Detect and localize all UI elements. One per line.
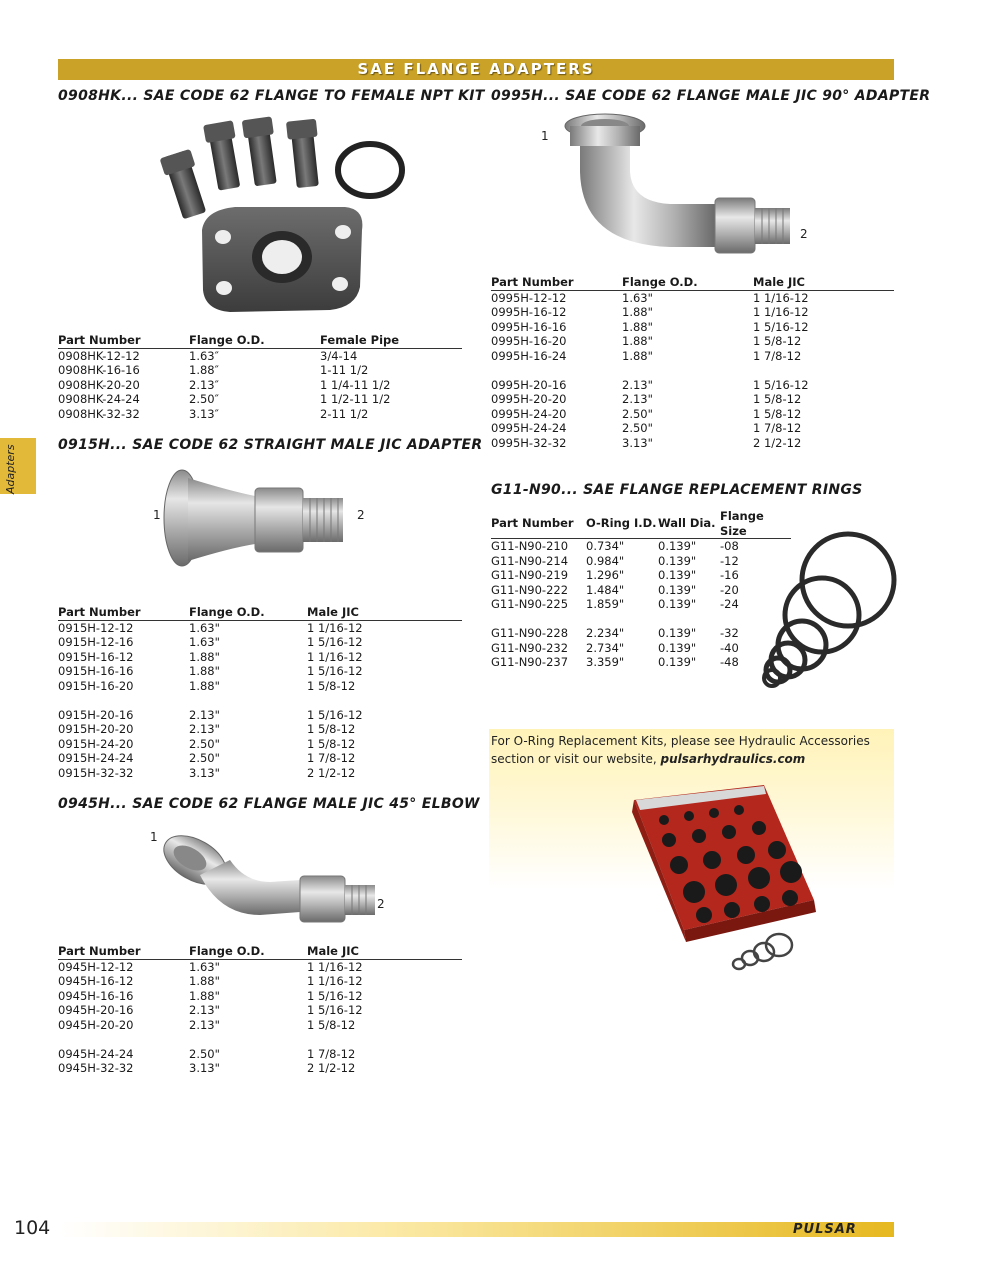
- callout-2: 2: [800, 227, 808, 241]
- callout-2: 2: [377, 897, 385, 911]
- cell: 0.139": [658, 582, 697, 597]
- cell: 0.734": [586, 539, 625, 553]
- cell: 2.50″: [189, 392, 219, 406]
- table-row: [491, 305, 894, 320]
- cell: 1.296": [586, 568, 625, 582]
- cell: 2.13": [189, 1017, 220, 1032]
- cell: 0915H-20-20: [58, 722, 134, 736]
- section-title-g11-n90: G11-N90... SAE FLANGE REPLACEMENT RINGS: [491, 482, 863, 498]
- table-row: [491, 378, 894, 393]
- cell: 1.88": [189, 974, 220, 988]
- cell: 1 5/16-12: [307, 1003, 363, 1017]
- cell: -32: [720, 626, 739, 640]
- cell: 0995H-12-12: [491, 290, 567, 305]
- cell: 0.139": [658, 626, 697, 640]
- callout-1: 1: [541, 129, 549, 143]
- cell: 0915H-24-20: [58, 736, 134, 751]
- cell: 0908HK-20-20: [58, 377, 140, 392]
- row-gap: [491, 612, 791, 627]
- cell: 1 5/16-12: [753, 319, 809, 334]
- cell: 1.88": [622, 305, 653, 319]
- table-row: [58, 650, 462, 665]
- cell: 0995H-16-20: [491, 334, 567, 348]
- table-0915h: [58, 605, 462, 780]
- cell: 1.88": [189, 664, 220, 678]
- cell: 0915H-16-16: [58, 664, 134, 678]
- table-row: [58, 348, 462, 363]
- table-row: [58, 378, 462, 393]
- website-link[interactable]: pulsarhydraulics.com: [660, 752, 806, 766]
- col-flange-size: Flange Size: [720, 509, 791, 539]
- cell: 0915H-32-32: [58, 765, 134, 780]
- table-row: [491, 407, 894, 422]
- table-row: [58, 766, 462, 781]
- cell: 2.50": [189, 736, 220, 751]
- cell: 2.50": [622, 421, 653, 435]
- cell: -40: [720, 640, 739, 655]
- cell: 1.88": [189, 678, 220, 693]
- col-oring-id: O-Ring I.D.: [586, 509, 658, 539]
- cell: 1 7/8-12: [753, 421, 802, 435]
- table-row: [58, 1018, 462, 1033]
- cell: 1.88″: [189, 363, 219, 377]
- cell: 2 1/2-12: [753, 435, 802, 450]
- cell: 2.50": [189, 751, 220, 765]
- row-gap: [58, 1032, 462, 1047]
- cell: 0995H-24-20: [491, 406, 567, 421]
- cell: 1.63": [622, 290, 653, 305]
- cell: 1 1/16-12: [753, 290, 809, 305]
- cell: 2.13": [622, 392, 653, 406]
- flange-kit-image: [150, 112, 420, 327]
- cell: -08: [720, 539, 739, 553]
- table-row: [491, 626, 791, 641]
- cell: 0908HK-32-32: [58, 406, 140, 421]
- cell: 1.63″: [189, 348, 219, 363]
- col-flange-od: Flange O.D.: [189, 333, 320, 348]
- table-row: [58, 751, 462, 766]
- cell: 0915H-12-16: [58, 635, 134, 649]
- cell: 0945H-24-24: [58, 1046, 134, 1061]
- cell: 1 1/16-12: [307, 959, 363, 974]
- page-title: SAE FLANGE ADAPTERS: [357, 60, 595, 78]
- table-row: [491, 290, 894, 305]
- col-flange-od: Flange O.D.: [622, 275, 753, 290]
- table-row: [491, 583, 791, 598]
- col-male-jic: Male JIC: [307, 944, 462, 959]
- cell: 0945H-12-12: [58, 959, 134, 974]
- o-rings-image: [750, 520, 900, 700]
- cell: 0945H-20-16: [58, 1003, 134, 1017]
- col-part-number: Part Number: [58, 333, 189, 348]
- cell: 2.50": [189, 1046, 220, 1061]
- cell: 3.13": [622, 435, 653, 450]
- cell: 0995H-32-32: [491, 435, 567, 450]
- cell: 3/4-14: [320, 348, 358, 363]
- cell: 0908HK-16-16: [58, 363, 140, 377]
- straight-adapter-image: [160, 466, 360, 576]
- cell: 0908HK-12-12: [58, 348, 140, 363]
- table-row: [58, 635, 462, 650]
- cell: G11-N90-232: [491, 640, 569, 655]
- cell: 1 5/8-12: [307, 736, 356, 751]
- callout-2: 2: [357, 508, 365, 522]
- cell: G11-N90-237: [491, 655, 569, 669]
- cell: 2.50": [622, 406, 653, 421]
- cell: 1 5/16-12: [307, 664, 363, 678]
- table-row: [58, 1047, 462, 1062]
- col-wall-dia: Wall Dia.: [658, 509, 720, 539]
- cell: 0995H-16-24: [491, 348, 567, 363]
- cell: 0945H-16-12: [58, 974, 134, 988]
- table-row: [58, 722, 462, 737]
- section-title-0945h: 0945H... SAE CODE 62 FLANGE MALE JIC 45° ELBOW: [58, 796, 480, 812]
- note-text: For O-Ring Replacement Kits, please see Hydraulic Accessories section or visit our website,: [491, 734, 870, 766]
- cell: 1 5/16-12: [753, 377, 809, 392]
- table-g11-n90: [491, 509, 791, 670]
- cell: 1.859": [586, 597, 625, 611]
- cell: 1.63": [189, 635, 220, 649]
- cell: 2.234": [586, 626, 625, 640]
- cell: 1 5/8-12: [307, 722, 356, 736]
- cell: 2.13": [622, 377, 653, 392]
- table-row: [491, 597, 791, 612]
- cell: 2.13": [189, 722, 220, 736]
- cell: -16: [720, 568, 739, 582]
- cell: 0.139": [658, 655, 697, 669]
- side-tab-label: Adapters: [4, 444, 17, 494]
- cell: 0995H-16-16: [491, 319, 567, 334]
- brand-logo: PULSAR: [793, 1222, 857, 1237]
- table-row: [491, 334, 894, 349]
- section-title-0995h: 0995H... SAE CODE 62 FLANGE MALE JIC 90° ADAPTER: [491, 88, 931, 104]
- table-row: [58, 392, 462, 407]
- cell: 2.734": [586, 640, 625, 655]
- cell: 1 5/8-12: [753, 334, 802, 348]
- cell: 1 1/4-11 1/2: [320, 377, 391, 392]
- table-row: [491, 436, 894, 451]
- cell: 1.88": [622, 319, 653, 334]
- table-row: [491, 554, 791, 569]
- callout-1: 1: [150, 830, 158, 844]
- cell: 3.359": [586, 655, 625, 669]
- cell: 0915H-16-12: [58, 649, 134, 664]
- cell: 0945H-32-32: [58, 1061, 134, 1075]
- cell: 2 1/2-12: [307, 1061, 356, 1075]
- cell: 0915H-24-24: [58, 751, 134, 765]
- oring-kit-note: [491, 732, 896, 768]
- col-flange-od: Flange O.D.: [189, 605, 307, 620]
- oring-kit-case-image: [614, 780, 824, 980]
- cell: 2.13″: [189, 377, 219, 392]
- cell: 3.13": [189, 1061, 220, 1075]
- cell: 1 5/16-12: [307, 635, 363, 649]
- cell: 1 5/8-12: [307, 678, 356, 693]
- cell: 2 1/2-12: [307, 765, 356, 780]
- cell: 0908HK-24-24: [58, 392, 140, 406]
- cell: 1.63": [189, 959, 220, 974]
- cell: 0945H-20-20: [58, 1017, 134, 1032]
- table-row: [58, 959, 462, 974]
- table-row: [491, 421, 894, 436]
- cell: 1 5/16-12: [307, 988, 363, 1003]
- cell: -20: [720, 582, 739, 597]
- col-male-jic: Male JIC: [307, 605, 462, 620]
- section-title-0915h: 0915H... SAE CODE 62 STRAIGHT MALE JIC ADAPTER: [58, 437, 483, 453]
- cell: 3.13″: [189, 406, 219, 421]
- table-0995h: [491, 275, 894, 450]
- cell: 1 5/8-12: [753, 392, 802, 406]
- table-row: [491, 320, 894, 335]
- cell: 2.13": [189, 707, 220, 722]
- cell: G11-N90-214: [491, 553, 569, 568]
- footer-bar: [60, 1222, 894, 1237]
- cell: 1 1/16-12: [307, 649, 363, 664]
- page-number: 104: [14, 1217, 51, 1239]
- cell: 1-11 1/2: [320, 363, 369, 377]
- cell: 1.88": [189, 988, 220, 1003]
- row-gap: [491, 363, 894, 378]
- cell: 1 1/16-12: [753, 305, 809, 319]
- col-part-number: Part Number: [58, 605, 189, 620]
- cell: 1 5/8-12: [753, 406, 802, 421]
- table-row: [491, 641, 791, 656]
- table-row: [58, 407, 462, 422]
- section-title-0908hk: 0908HK... SAE CODE 62 FLANGE TO FEMALE NPT KIT: [58, 88, 485, 104]
- cell: 0.139": [658, 597, 697, 611]
- cell: 1 1/16-12: [307, 620, 363, 635]
- table-0908hk: [58, 333, 462, 421]
- table-row: [491, 392, 894, 407]
- table-row: [58, 708, 462, 723]
- cell: 0.139": [658, 539, 697, 553]
- cell: -24: [720, 597, 739, 611]
- cell: -12: [720, 553, 739, 568]
- cell: G11-N90-225: [491, 597, 569, 611]
- table-row: [58, 363, 462, 378]
- table-row: [58, 664, 462, 679]
- table-0945h: [58, 944, 462, 1076]
- col-part-number: Part Number: [491, 509, 586, 539]
- cell: 3.13": [189, 765, 220, 780]
- elbow-45-image: [160, 830, 380, 935]
- cell: 0.139": [658, 568, 697, 582]
- table-row: [58, 1061, 462, 1076]
- col-male-jic: Male JIC: [753, 275, 894, 290]
- table-row: [491, 349, 894, 364]
- cell: 0945H-16-16: [58, 988, 134, 1003]
- table-row: [491, 655, 791, 670]
- cell: 0915H-16-20: [58, 678, 134, 693]
- table-row: [491, 539, 791, 554]
- table-row: [58, 737, 462, 752]
- cell: G11-N90-222: [491, 582, 569, 597]
- cell: 2.13": [189, 1003, 220, 1017]
- col-flange-od: Flange O.D.: [189, 944, 307, 959]
- cell: 1 1/16-12: [307, 974, 363, 988]
- cell: 0.139": [658, 553, 697, 568]
- cell: 0.984": [586, 553, 625, 568]
- cell: 1 5/8-12: [307, 1017, 356, 1032]
- cell: 0.139": [658, 640, 697, 655]
- col-part-number: Part Number: [491, 275, 622, 290]
- cell: 1 7/8-12: [753, 348, 802, 363]
- cell: 1.484": [586, 582, 625, 597]
- cell: 0995H-16-12: [491, 305, 567, 319]
- table-row: [58, 679, 462, 694]
- cell: 1.88": [622, 334, 653, 348]
- cell: G11-N90-219: [491, 568, 569, 582]
- cell: 0915H-12-12: [58, 620, 134, 635]
- cell: 2-11 1/2: [320, 406, 369, 421]
- table-row: [58, 989, 462, 1004]
- cell: 1 7/8-12: [307, 1046, 356, 1061]
- cell: 1.88": [189, 649, 220, 664]
- col-part-number: Part Number: [58, 944, 189, 959]
- cell: 1.63": [189, 620, 220, 635]
- cell: G11-N90-228: [491, 626, 569, 640]
- callout-1: 1: [153, 508, 161, 522]
- table-row: [491, 568, 791, 583]
- cell: G11-N90-210: [491, 539, 569, 553]
- table-row: [58, 1003, 462, 1018]
- cell: 1 5/16-12: [307, 707, 363, 722]
- cell: 1.88": [622, 348, 653, 363]
- cell: 0915H-20-16: [58, 707, 134, 722]
- cell: 1 7/8-12: [307, 751, 356, 765]
- cell: 0995H-20-16: [491, 377, 567, 392]
- cell: -48: [720, 655, 739, 669]
- table-row: [58, 620, 462, 635]
- elbow-90-image: [560, 112, 800, 262]
- row-gap: [58, 693, 462, 708]
- cell: 0995H-24-24: [491, 421, 567, 435]
- cell: 0995H-20-20: [491, 392, 567, 406]
- cell: 1 1/2-11 1/2: [320, 392, 391, 406]
- table-row: [58, 974, 462, 989]
- col-female-pipe: Female Pipe: [320, 333, 462, 348]
